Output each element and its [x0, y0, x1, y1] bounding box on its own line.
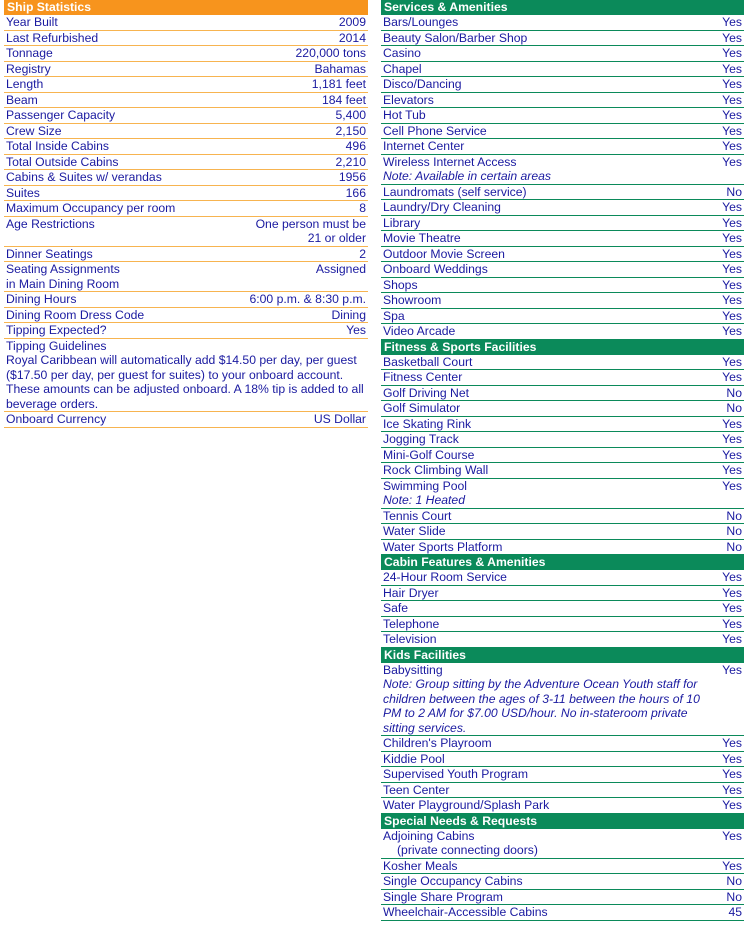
row-sublabel: (private connecting doors) — [397, 843, 538, 857]
row-registry — [4, 62, 368, 78]
row-value: Yes — [722, 246, 742, 261]
row-label-cell — [383, 736, 714, 751]
row-label-cell — [6, 62, 307, 77]
row-kosher-meals — [381, 859, 744, 875]
row-label-cell — [6, 108, 328, 123]
row-label-cell — [6, 170, 331, 185]
row-suites — [4, 186, 368, 202]
row-label-cell — [6, 247, 351, 262]
row-basketball-court — [381, 355, 744, 371]
row-label-cell — [383, 231, 714, 246]
row-value: Yes — [722, 293, 742, 307]
row-chapel — [381, 62, 744, 78]
special-header: Special Needs & Requests — [381, 814, 744, 829]
row-length — [4, 77, 368, 93]
row-label: Kosher Meals — [383, 858, 458, 873]
row-label-cell — [383, 767, 714, 782]
row-value: 2,150 — [335, 123, 366, 138]
row-label: Year Built — [6, 15, 58, 29]
fitness-rows — [381, 355, 744, 556]
ship-statistics-panel — [4, 0, 368, 428]
row-jogging-track — [381, 432, 744, 448]
row-label-cell — [383, 262, 714, 277]
row-label: Registry — [6, 61, 51, 76]
row-value: Yes — [722, 15, 742, 29]
onboard-currency-row — [4, 412, 368, 428]
row-label: Swimming Pool — [383, 478, 467, 493]
row-value: Yes — [722, 632, 742, 646]
row-dining-hours — [4, 292, 368, 308]
row-label-cell — [6, 201, 351, 216]
row-label: Maximum Occupancy per room — [6, 201, 176, 215]
row-value: 2009 — [338, 15, 366, 29]
row-label: Elevators — [383, 92, 434, 107]
row-value: Yes — [722, 751, 742, 766]
row-label-cell — [383, 309, 714, 324]
row-label-cell — [383, 617, 714, 632]
row-label: Shops — [383, 277, 418, 292]
row-label-cell — [383, 890, 718, 905]
row-value: Yes — [722, 585, 742, 600]
row-elevators — [381, 93, 744, 109]
row-value: 2014 — [338, 30, 366, 45]
row-tennis-court — [381, 509, 744, 525]
row-label: Internet Center — [383, 139, 465, 153]
row-value: 8 — [359, 201, 366, 215]
row-tonnage — [4, 46, 368, 62]
row-label: Fitness Center — [383, 370, 463, 384]
row-note: Note: 1 Heated — [383, 493, 465, 507]
row-label: Movie Theatre — [383, 231, 461, 245]
row-onboard-weddings — [381, 262, 744, 278]
services-header: Services & Amenities — [381, 0, 744, 15]
row-water-playground-splash-park — [381, 798, 744, 814]
row-label-cell — [6, 46, 288, 61]
row-value: Yes — [722, 30, 742, 45]
row-label: Chapel — [383, 61, 422, 76]
row-television — [381, 632, 744, 648]
row-label-cell — [383, 432, 714, 447]
row-supervised-youth-program — [381, 767, 744, 783]
row-casino — [381, 46, 744, 62]
row-label: Outdoor Movie Screen — [383, 246, 505, 261]
row-spa — [381, 309, 744, 325]
row-label-cell — [383, 108, 714, 123]
row-label-cell — [383, 370, 714, 385]
row-value: 5,400 — [335, 108, 366, 122]
row-value: Yes — [722, 215, 742, 230]
row-value: Yes — [722, 601, 742, 615]
row-label: Water Sports Platform — [383, 539, 503, 554]
row-label: Showroom — [383, 293, 442, 307]
row-laundry-dry-cleaning — [381, 200, 744, 216]
row-laundromats-self-service — [381, 185, 744, 201]
row-label-cell — [383, 77, 714, 92]
row-value: No — [726, 184, 742, 199]
row-value: Yes — [346, 323, 366, 337]
row-value: No — [726, 524, 742, 538]
row-value: 2 — [359, 246, 366, 261]
row-label-cell — [6, 323, 338, 338]
row-label-cell — [383, 185, 718, 200]
row-label: Spa — [383, 308, 405, 323]
row-children-s-playroom — [381, 736, 744, 752]
row-value: Yes — [722, 662, 742, 677]
row-value: Yes — [722, 123, 742, 138]
row-value: No — [726, 385, 742, 400]
cabin-header: Cabin Features & Amenities — [381, 555, 744, 570]
row-seating-assignments-in-main-dining-room — [4, 262, 368, 292]
row-value: 6:00 p.m. & 8:30 p.m. — [249, 292, 366, 306]
row-value: Yes — [722, 231, 742, 245]
row-value: 1,181 feet — [311, 77, 366, 91]
row-value: Yes — [722, 92, 742, 107]
row-rock-climbing-wall — [381, 463, 744, 479]
special-rows — [381, 829, 744, 921]
row-label: 24-Hour Room Service — [383, 570, 507, 584]
row-label-cell — [383, 874, 718, 889]
row-label-cell — [383, 540, 718, 555]
tipping-guidelines-text: Royal Caribbean will automatically add $14.50 per day, per guest ($17.50 per day, per guest for suites) to your onboard account. These amounts can be adjusted onboard. A 18% tip is added to all beverage orders. — [6, 353, 364, 411]
row-label: Tonnage — [6, 46, 53, 60]
row-note: Note: Group sitting by the Adventure Ocean Youth staff for children between the ages of 3-11 between the hours of 10 PM to 2 AM for $7.00 USD/hour. No in-stateroom private sitting services. — [383, 677, 700, 735]
row-label: Hot Tub — [383, 108, 426, 122]
row-label-cell — [383, 752, 714, 767]
row-label: Bars/Lounges — [383, 15, 459, 29]
row-label: Water Slide — [383, 524, 446, 538]
row-label-cell — [383, 155, 714, 184]
row-value: Yes — [722, 736, 742, 750]
row-showroom — [381, 293, 744, 309]
row-label: Length — [6, 77, 44, 91]
row-label: Suites — [6, 185, 40, 200]
row-label-cell — [383, 62, 714, 77]
row-label-cell — [383, 15, 714, 30]
row-value: 496 — [345, 139, 366, 153]
kids-rows — [381, 663, 744, 814]
row-label: Wireless Internet Access — [383, 154, 517, 169]
row-label-cell — [6, 292, 241, 307]
row-telephone — [381, 617, 744, 633]
row-year-built — [4, 15, 368, 31]
row-value: No — [726, 889, 742, 904]
row-label-cell — [383, 601, 714, 616]
row-label: Onboard Weddings — [383, 262, 488, 276]
row-label: Children's Playroom — [383, 736, 492, 750]
row-crew-size — [4, 124, 368, 140]
row-label: Laundry/Dry Cleaning — [383, 200, 501, 214]
row-label-cell — [6, 15, 331, 30]
services-rows — [381, 15, 744, 340]
row-value: Yes — [722, 200, 742, 214]
row-value: One person must be 21 or older — [255, 216, 366, 245]
row-label-cell — [383, 783, 714, 798]
row-label: Total Inside Cabins — [6, 139, 109, 153]
row-value: Yes — [722, 354, 742, 369]
row-value: Yes — [722, 277, 742, 292]
row-label-cell — [6, 308, 323, 323]
row-label-cell — [383, 31, 714, 46]
row-last-refurbished — [4, 31, 368, 47]
row-value: Assigned — [315, 262, 366, 276]
row-babysitting — [381, 663, 744, 737]
row-label-cell — [383, 139, 714, 154]
row-label: Mini-Golf Course — [383, 447, 475, 462]
row-value: Yes — [722, 77, 742, 91]
row-dining-room-dress-code — [4, 308, 368, 324]
row-adjoining-cabins — [381, 829, 744, 859]
row-label-cell — [383, 247, 714, 262]
cabin-rows — [381, 570, 744, 648]
row-24-hour-room-service — [381, 570, 744, 586]
row-age-restrictions — [4, 217, 368, 247]
row-label-cell — [383, 829, 714, 858]
row-value: Yes — [722, 463, 742, 477]
row-value: Yes — [722, 262, 742, 276]
row-value: Yes — [722, 570, 742, 584]
row-label: Crew Size — [6, 123, 62, 138]
row-fitness-center — [381, 370, 744, 386]
row-label: Dinner Seatings — [6, 246, 93, 261]
row-label: Babysitting — [383, 662, 443, 677]
row-label: Single Occupancy Cabins — [383, 874, 523, 888]
fitness-header: Fitness & Sports Facilities — [381, 340, 744, 355]
row-label-cell — [383, 632, 714, 647]
row-value: 220,000 tons — [295, 46, 366, 60]
row-swimming-pool — [381, 479, 744, 509]
row-label: Supervised Youth Program — [383, 767, 528, 781]
row-label-cell — [383, 355, 714, 370]
row-label: Ice Skating Rink — [383, 416, 472, 431]
row-label: Beauty Salon/Barber Shop — [383, 30, 528, 45]
row-label: Cell Phone Service — [383, 123, 487, 138]
row-value: Yes — [722, 447, 742, 462]
row-safe — [381, 601, 744, 617]
row-label: Rock Climbing Wall — [383, 463, 489, 477]
row-value: Yes — [722, 108, 742, 122]
row-value: Dining — [331, 307, 366, 322]
row-passenger-capacity — [4, 108, 368, 124]
row-label-cell — [383, 479, 714, 508]
row-hot-tub — [381, 108, 744, 124]
row-shops — [381, 278, 744, 294]
row-label: Kiddie Pool — [383, 751, 445, 766]
row-label: Television — [383, 632, 437, 646]
row-value: 184 feet — [321, 92, 366, 107]
row-label-cell — [383, 859, 714, 874]
row-value: 166 — [345, 185, 366, 200]
row-cell-phone-service — [381, 124, 744, 140]
row-label: Video Arcade — [383, 324, 456, 338]
row-value: Yes — [722, 46, 742, 60]
row-mini-golf-course — [381, 448, 744, 464]
row-label: Jogging Track — [383, 432, 459, 446]
row-label: Last Refurbished — [6, 30, 99, 45]
row-value: Yes — [722, 308, 742, 323]
row-label: Hair Dryer — [383, 585, 439, 600]
kids-header: Kids Facilities — [381, 648, 744, 663]
row-single-occupancy-cabins — [381, 874, 744, 890]
row-value: Bahamas — [314, 61, 366, 76]
row-value: Yes — [722, 154, 742, 169]
row-hair-dryer — [381, 586, 744, 602]
ship-statistics-header: Ship Statistics — [4, 0, 368, 15]
row-label-cell — [6, 139, 338, 154]
row-label-cell — [383, 386, 718, 401]
row-label: Wheelchair-Accessible Cabins — [383, 905, 548, 919]
row-label: Basketball Court — [383, 354, 473, 369]
row-label-cell — [383, 401, 718, 416]
row-value: Yes — [722, 370, 742, 384]
row-value: 45 — [728, 905, 742, 919]
ship-statistics-rows — [4, 15, 368, 339]
row-label: Dining Hours — [6, 292, 77, 306]
row-dinner-seatings — [4, 247, 368, 263]
row-label: Laundromats (self service) — [383, 184, 527, 199]
row-label: Golf Driving Net — [383, 385, 470, 400]
row-label: Tipping Expected? — [6, 323, 107, 337]
row-value: Yes — [722, 478, 742, 493]
row-kiddie-pool — [381, 752, 744, 768]
row-total-inside-cabins — [4, 139, 368, 155]
row-value: No — [726, 874, 742, 888]
row-value: Yes — [722, 616, 742, 631]
row-bars-lounges — [381, 15, 744, 31]
row-cabins-suites-w-verandas — [4, 170, 368, 186]
row-golf-driving-net — [381, 386, 744, 402]
row-internet-center — [381, 139, 744, 155]
row-label-cell — [383, 798, 714, 813]
row-label: Seating Assignments in Main Dining Room — [6, 262, 120, 291]
row-label-cell — [383, 324, 714, 339]
row-single-share-program — [381, 890, 744, 906]
row-total-outside-cabins — [4, 155, 368, 171]
row-label: Disco/Dancing — [383, 77, 462, 91]
row-label-cell — [6, 186, 338, 201]
row-label-cell — [383, 124, 714, 139]
row-value: Yes — [722, 324, 742, 338]
row-label: Tennis Court — [383, 508, 452, 523]
row-label-cell — [6, 155, 328, 170]
row-value: Yes — [722, 139, 742, 153]
row-water-sports-platform — [381, 540, 744, 556]
row-value: 2,210 — [335, 154, 366, 169]
row-label: Teen Center — [383, 782, 450, 797]
row-video-arcade — [381, 324, 744, 340]
onboard-currency-label: Onboard Currency — [6, 412, 107, 426]
row-label-cell — [383, 663, 714, 736]
row-maximum-occupancy-per-room — [4, 201, 368, 217]
row-golf-simulator — [381, 401, 744, 417]
row-ice-skating-rink — [381, 417, 744, 433]
row-value: Yes — [722, 828, 742, 843]
row-label-cell — [383, 570, 714, 585]
tipping-guidelines-cell — [6, 339, 366, 412]
row-disco-dancing — [381, 77, 744, 93]
row-value: Yes — [722, 767, 742, 781]
row-value: No — [726, 539, 742, 554]
row-label: Golf Simulator — [383, 401, 461, 415]
row-label-cell — [6, 93, 314, 108]
row-label-cell — [383, 905, 720, 920]
row-value: Yes — [722, 61, 742, 76]
row-wireless-internet-access — [381, 155, 744, 185]
row-label-cell — [383, 93, 714, 108]
row-library — [381, 216, 744, 232]
row-movie-theatre — [381, 231, 744, 247]
row-value: Yes — [722, 858, 742, 873]
row-label-cell — [383, 278, 714, 293]
row-label: Dining Room Dress Code — [6, 307, 145, 322]
row-label: Beam — [6, 92, 38, 107]
row-wheelchair-accessible-cabins — [381, 905, 744, 921]
row-value: Yes — [722, 798, 742, 812]
row-label-cell — [6, 31, 331, 46]
tipping-guidelines-label: Tipping Guidelines — [6, 338, 107, 353]
row-label-cell — [383, 293, 714, 308]
row-label-cell — [383, 463, 714, 478]
row-label: Adjoining Cabins — [383, 828, 475, 843]
row-value: Yes — [722, 782, 742, 797]
row-label-cell — [383, 524, 718, 539]
row-outdoor-movie-screen — [381, 247, 744, 263]
row-label-cell — [383, 46, 714, 61]
row-label: Cabins & Suites w/ verandas — [6, 170, 162, 184]
row-label: Safe — [383, 601, 409, 615]
onboard-currency-value: US Dollar — [313, 412, 366, 426]
row-label-cell — [383, 417, 714, 432]
row-label: Library — [383, 215, 421, 230]
row-beam — [4, 93, 368, 109]
row-label-cell — [383, 586, 714, 601]
row-label: Water Playground/Splash Park — [383, 798, 550, 812]
row-label-cell — [6, 77, 304, 92]
row-note: Note: Available in certain areas — [383, 169, 552, 183]
row-value: Yes — [722, 416, 742, 431]
row-label-cell — [383, 448, 714, 463]
row-tipping-expected — [4, 323, 368, 339]
row-label: Telephone — [383, 616, 440, 631]
row-label-cell — [6, 217, 248, 232]
row-label-cell — [383, 200, 714, 215]
row-value: No — [726, 508, 742, 523]
row-label: Casino — [383, 46, 421, 60]
row-label-cell — [383, 509, 718, 524]
row-value: Yes — [722, 432, 742, 446]
row-label: Passenger Capacity — [6, 108, 116, 122]
row-water-slide — [381, 524, 744, 540]
row-beauty-salon-barber-shop — [381, 31, 744, 47]
row-label-cell — [6, 124, 328, 139]
tipping-guidelines-row — [4, 339, 368, 413]
amenities-panel — [381, 0, 744, 921]
row-label: Total Outside Cabins — [6, 154, 119, 169]
row-value: 1956 — [338, 170, 366, 184]
row-label-cell — [383, 216, 714, 231]
row-label-cell — [6, 262, 308, 291]
row-label: Age Restrictions — [6, 216, 95, 231]
row-value: No — [726, 401, 742, 415]
row-label: Single Share Program — [383, 889, 503, 904]
row-teen-center — [381, 783, 744, 799]
